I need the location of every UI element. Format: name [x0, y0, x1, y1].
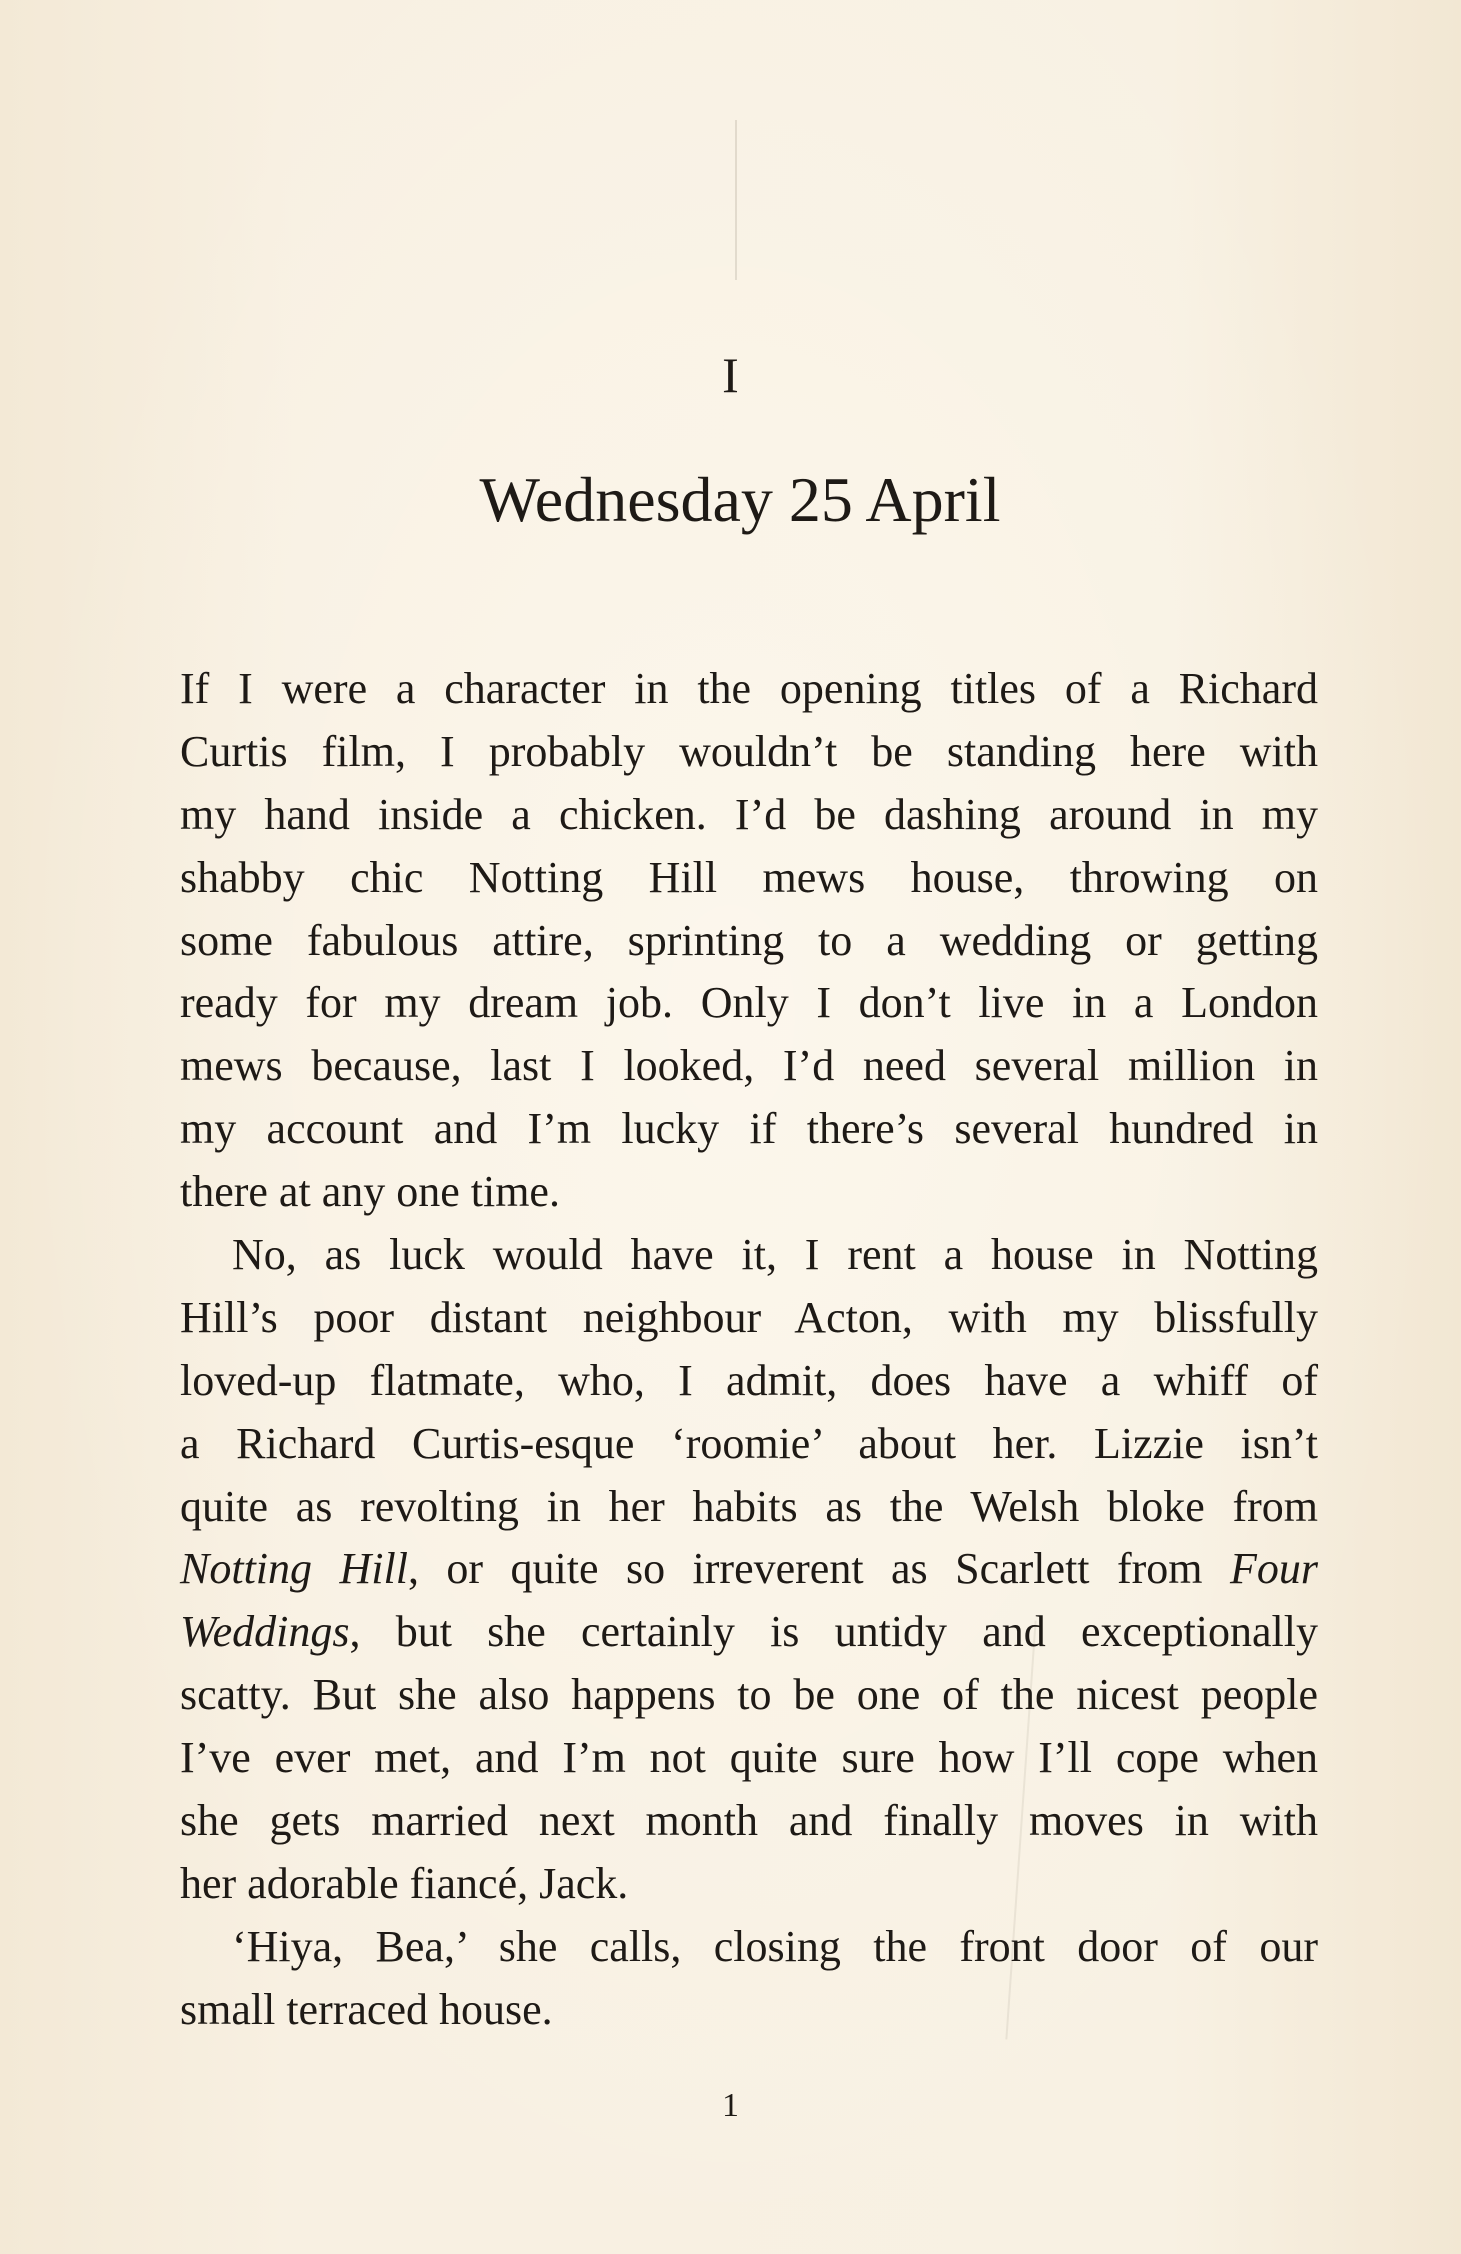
italic-title: Four [1229, 1544, 1318, 1594]
text-line [180, 1287, 1318, 1350]
text-line [180, 1035, 1318, 1098]
text-run: quite as revolting in her habits as the Welsh bloke from [180, 1481, 1318, 1531]
text-run: her adorable fiancé, Jack. [180, 1858, 629, 1908]
text-line [180, 1601, 1318, 1664]
text-line [180, 784, 1318, 847]
text-run: No, as luck would have it, I rent a house in Notting [232, 1230, 1318, 1280]
text-run: I’ve ever met, and I’m not quite sure how I’ll cope when [180, 1733, 1318, 1783]
text-run: small terraced house. [180, 1984, 553, 2034]
text-run: Curtis film, I probably wouldn’t be standing here with [180, 726, 1318, 776]
text-run: shabby chic Notting Hill mews house, throwing on [180, 852, 1318, 902]
body-text [180, 658, 1318, 2042]
text-line [180, 1098, 1318, 1161]
page-number: 1 [722, 2087, 739, 2124]
chapter-number: I [722, 347, 739, 403]
text-line [180, 1916, 1318, 1979]
text-line [180, 1790, 1318, 1853]
text-line [180, 972, 1318, 1035]
text-line [180, 1476, 1318, 1539]
text-run: If I were a character in the opening titles of a Richard [180, 664, 1318, 713]
text-line [180, 1979, 1318, 2042]
text-run: a Richard Curtis-esque ‘roomie’ about her. Lizzie isn’t [180, 1418, 1318, 1468]
text-line [180, 1161, 1318, 1224]
text-run: there at any one time. [180, 1167, 560, 1217]
text-line [180, 910, 1318, 973]
text-run: mews because, last I looked, I’d need several million in [180, 1041, 1318, 1091]
paragraph [180, 1916, 1318, 2042]
text-line [180, 847, 1318, 910]
text-line [180, 658, 1318, 721]
text-line [180, 1350, 1318, 1413]
paragraph [180, 1224, 1318, 1916]
italic-title: Notting Hill [180, 1544, 408, 1594]
text-run: ready for my dream job. Only I don’t live in a London [180, 978, 1318, 1028]
text-run: Hill’s poor distant neighbour Acton, with my blissfully [180, 1292, 1318, 1342]
paragraph [180, 658, 1318, 1224]
chapter-title: Wednesday 25 April [479, 464, 1001, 535]
text-run: , but she certainly is untidy and exceptionally [349, 1607, 1318, 1657]
italic-title: Weddings [180, 1607, 350, 1657]
text-line [180, 1727, 1318, 1790]
text-run: scatty. But she also happens to be one of the nicest people [180, 1670, 1318, 1720]
text-line [180, 1224, 1318, 1287]
text-run: she gets married next month and finally moves in with [180, 1796, 1318, 1846]
text-run: loved-up flatmate, who, I admit, does have a whiff of [180, 1355, 1318, 1405]
text-run: ‘Hiya, Bea,’ she calls, closing the front door of our [232, 1921, 1318, 1971]
text-line [180, 1538, 1318, 1601]
text-run: my hand inside a chicken. I’d be dashing around in my [180, 789, 1318, 839]
page-crease [735, 120, 737, 280]
text-run: , or quite so irreverent as Scarlett from [407, 1544, 1230, 1594]
text-run: my account and I’m lucky if there’s several hundred in [180, 1104, 1318, 1154]
text-line [180, 1413, 1318, 1476]
text-run: some fabulous attire, sprinting to a wedding or getting [180, 915, 1318, 965]
text-line [180, 1664, 1318, 1727]
text-line [180, 721, 1318, 784]
text-line [180, 1853, 1318, 1916]
